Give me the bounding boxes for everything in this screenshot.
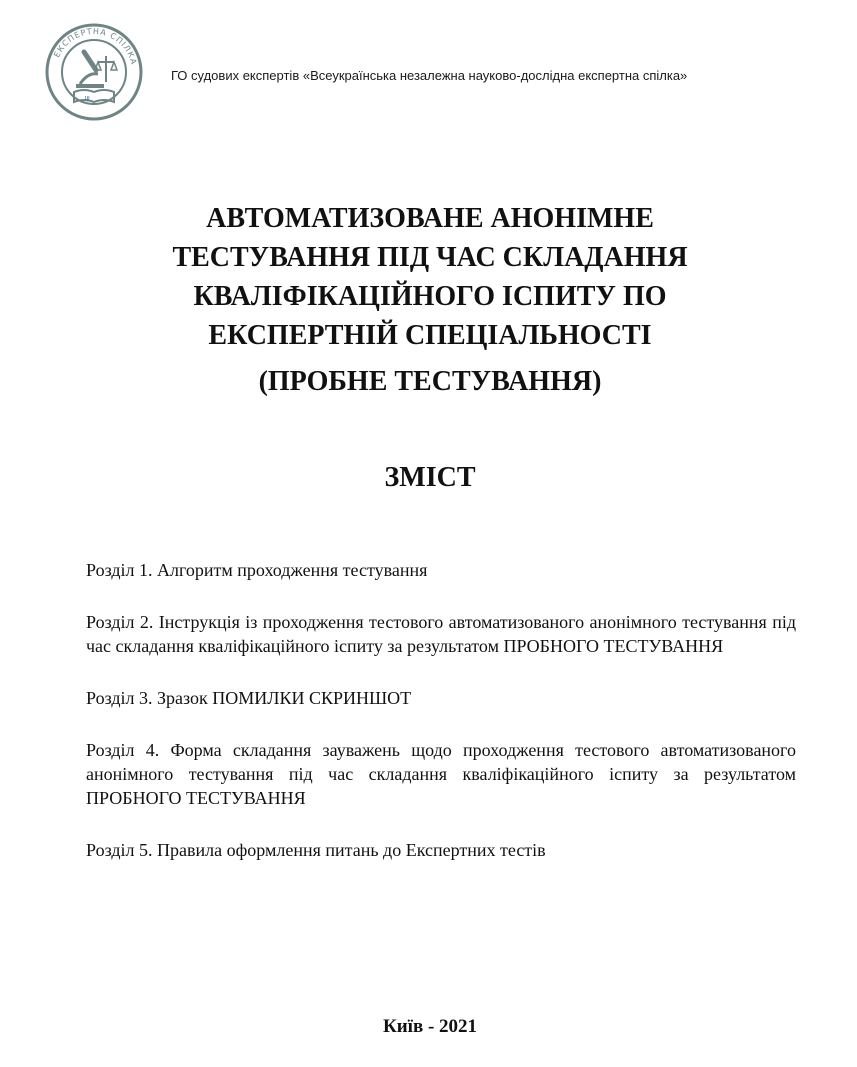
logo-ring-text: ЕКСПЕРТНА СПІЛКА (52, 26, 139, 66)
toc-item-section-5: Розділ 5. Правила оформлення питань до Експертних тестів (86, 840, 546, 860)
toc-item-section-2: Розділ 2. Інструкція із проходження тестового автоматизованого анонімного тестування під час складання кваліфікаційного іспиту за результатом ПРОБНОГО ТЕСТУВАННЯ (86, 612, 796, 656)
header (44, 22, 834, 132)
table-of-contents (86, 558, 796, 862)
title-line: ТЕСТУВАННЯ ПІД ЧАС СКЛАДАННЯ (172, 242, 688, 273)
organization-name: ГО судових експертів «Всеукраїнська незалежна науково-дослідна експертна спілка» (171, 68, 688, 83)
title-line: ЕКСПЕРТНІЙ СПЕЦІАЛЬНОСТІ (208, 320, 652, 351)
organization-emblem-icon (44, 22, 144, 122)
svg-text:ψ: ψ (85, 94, 90, 102)
document-subtitle: (ПРОБНЕ ТЕСТУВАННЯ) (258, 366, 602, 397)
place-and-year: Київ - 2021 (382, 1016, 478, 1037)
toc-item-section-1: Розділ 1. Алгоритм проходження тестування (86, 560, 428, 580)
toc-item-section-4: Розділ 4. Форма складання зауважень щодо проходження тестового автоматизованого анонімного тестування під час складання кваліфікаційного іспиту за результатом ПРОБНОГО ТЕСТУВАННЯ (86, 740, 796, 808)
title-line: КВАЛІФІКАЦІЙНОГО ІСПИТУ ПО (193, 281, 667, 312)
contents-heading: ЗМІСТ (384, 462, 476, 493)
title-line: АВТОМАТИЗОВАНЕ АНОНІМНЕ (206, 203, 654, 234)
document-title (60, 199, 800, 355)
toc-item-section-3: Розділ 3. Зразок ПОМИЛКИ СКРИНШОТ (86, 688, 412, 708)
